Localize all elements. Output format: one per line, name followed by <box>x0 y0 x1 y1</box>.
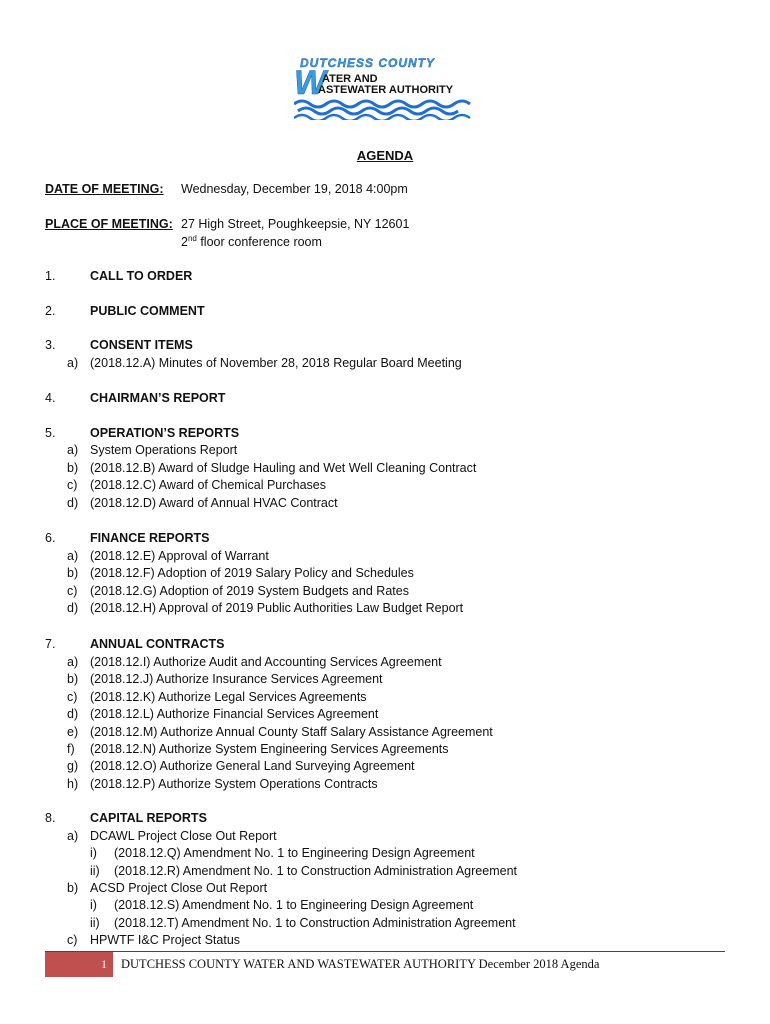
item-letter: c) <box>67 933 78 947</box>
page-title: AGENDA <box>356 148 414 163</box>
item-letter: b) <box>67 672 79 686</box>
item-letter: a) <box>67 356 79 370</box>
agenda-item: (2018.12.J) Authorize Insurance Services Agreement <box>90 672 383 686</box>
item-letter: a) <box>67 655 79 669</box>
agenda-item: (2018.12.M) Authorize Annual County Staff Salary Assistance Agreement <box>90 725 493 739</box>
item-letter: b) <box>67 461 79 475</box>
section-number: 5. <box>45 426 56 440</box>
section-title: FINANCE REPORTS <box>90 531 210 545</box>
section-number: 8. <box>45 811 56 825</box>
place-line-2: 2nd floor conference room <box>181 234 322 250</box>
item-letter: f) <box>67 742 75 756</box>
agenda-item: (2018.12.D) Award of Annual HVAC Contract <box>90 496 338 510</box>
agenda-item: (2018.12.P) Authorize System Operations Contracts <box>90 777 378 791</box>
waves-icon <box>294 98 474 120</box>
agenda-item: (2018.12.N) Authorize System Engineering Services Agreements <box>90 742 449 756</box>
agenda-item: DCAWL Project Close Out Report <box>90 829 277 843</box>
item-letter: h) <box>67 777 79 791</box>
logo-initial: W <box>294 64 327 102</box>
section-title: CHAIRMAN’S REPORT <box>90 391 226 405</box>
section-title: CALL TO ORDER <box>90 269 193 283</box>
item-letter: g) <box>67 759 79 773</box>
section-title: OPERATION’S REPORTS <box>90 426 240 440</box>
authority-logo <box>292 52 482 122</box>
agenda-subitem: (2018.12.S) Amendment No. 1 to Engineering Design Agreement <box>114 898 474 912</box>
agenda-item: (2018.12.C) Award of Chemical Purchases <box>90 478 326 492</box>
section-title: PUBLIC COMMENT <box>90 304 205 318</box>
agenda-item: (2018.12.F) Adoption of 2019 Salary Policy and Schedules <box>90 566 414 580</box>
date-label: DATE OF MEETING: <box>45 182 164 196</box>
section-number: 7. <box>45 637 56 651</box>
agenda-item: ACSD Project Close Out Report <box>90 881 268 895</box>
agenda-item: (2018.12.K) Authorize Legal Services Agreements <box>90 690 367 704</box>
agenda-item: HPWTF I&C Project Status <box>90 933 241 947</box>
agenda-item: System Operations Report <box>90 443 238 457</box>
section-title: CONSENT ITEMS <box>90 338 193 352</box>
section-number: 1. <box>45 269 56 283</box>
item-letter: c) <box>67 690 78 704</box>
place-line-1: 27 High Street, Poughkeepsie, NY 12601 <box>181 217 410 231</box>
agenda-item: (2018.12.O) Authorize General Land Surveying Agreement <box>90 759 415 773</box>
agenda-item: (2018.12.H) Approval of 2019 Public Authorities Law Budget Report <box>90 601 464 615</box>
item-letter: b) <box>67 566 79 580</box>
item-letter: e) <box>67 725 79 739</box>
footer-text: DUTCHESS COUNTY WATER AND WASTEWATER AUTHORITY December 2018 Agenda <box>121 957 600 971</box>
subitem-numeral: ii) <box>90 916 100 930</box>
agenda-item: (2018.12.L) Authorize Financial Services Agreement <box>90 707 379 721</box>
item-letter: d) <box>67 496 79 510</box>
subitem-numeral: ii) <box>90 864 100 878</box>
item-letter: d) <box>67 707 79 721</box>
section-title: CAPITAL REPORTS <box>90 811 207 825</box>
agenda-item: (2018.12.E) Approval of Warrant <box>90 549 269 563</box>
footer-rule <box>45 951 725 952</box>
agenda-subitem: (2018.12.R) Amendment No. 1 to Construction Administration Agreement <box>114 864 517 878</box>
item-letter: a) <box>67 829 79 843</box>
agenda-subitem: (2018.12.Q) Amendment No. 1 to Engineering Design Agreement <box>114 846 475 860</box>
place-label: PLACE OF MEETING: <box>45 217 173 231</box>
logo-line-2: ATER AND <box>322 73 378 85</box>
section-title: ANNUAL CONTRACTS <box>90 637 225 651</box>
section-number: 2. <box>45 304 56 318</box>
item-letter: b) <box>67 881 79 895</box>
agenda-item: (2018.12.I) Authorize Audit and Accounting Services Agreement <box>90 655 442 669</box>
agenda-item: (2018.12.A) Minutes of November 28, 2018 Regular Board Meeting <box>90 356 462 370</box>
item-letter: a) <box>67 443 79 457</box>
item-letter: c) <box>67 478 78 492</box>
logo-county-text: DUTCHESS COUNTY <box>300 56 436 70</box>
item-letter: a) <box>67 549 79 563</box>
item-letter: d) <box>67 601 79 615</box>
agenda-subitem: (2018.12.T) Amendment No. 1 to Construction Administration Agreement <box>114 916 516 930</box>
section-number: 3. <box>45 338 56 352</box>
footer-page-number: 1 <box>45 952 113 977</box>
agenda-item: (2018.12.B) Award of Sludge Hauling and Wet Well Cleaning Contract <box>90 461 477 475</box>
item-letter: c) <box>67 584 78 598</box>
logo-line-3: ASTEWATER AUTHORITY <box>318 84 454 96</box>
subitem-numeral: i) <box>90 846 97 860</box>
subitem-numeral: i) <box>90 898 97 912</box>
section-number: 4. <box>45 391 56 405</box>
agenda-item: (2018.12.G) Adoption of 2019 System Budgets and Rates <box>90 584 409 598</box>
date-value: Wednesday, December 19, 2018 4:00pm <box>181 182 408 196</box>
section-number: 6. <box>45 531 56 545</box>
